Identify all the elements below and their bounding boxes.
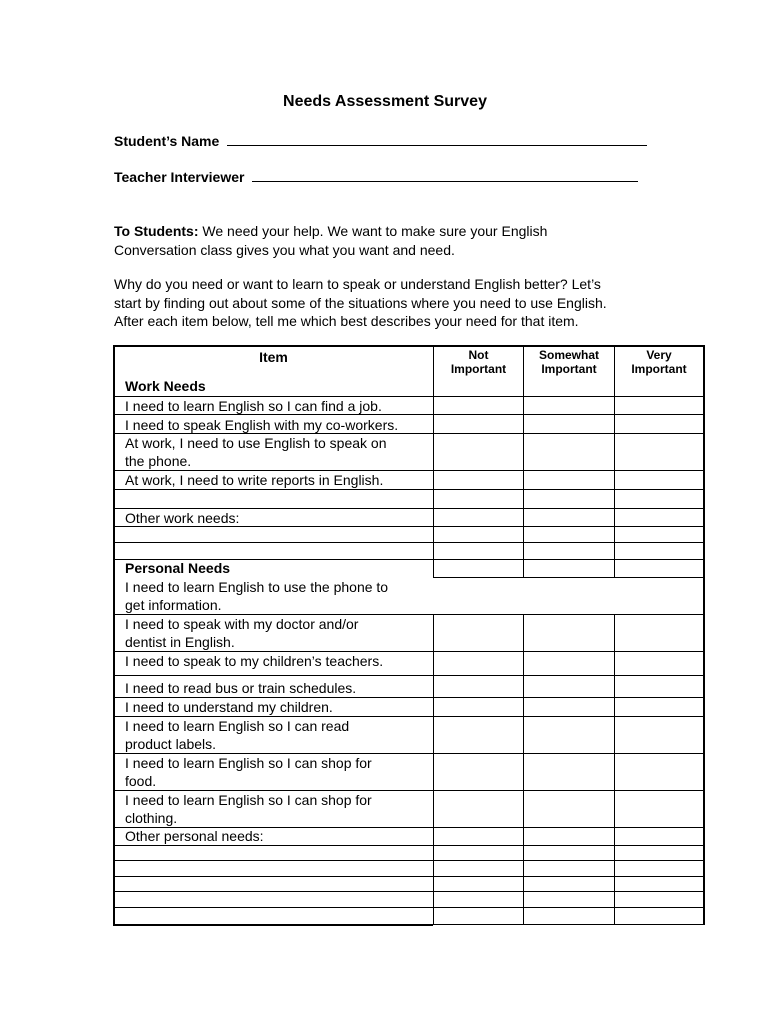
personal-item: dentist in English.: [125, 634, 235, 650]
table-left-border: [113, 345, 115, 925]
header-line: Very: [646, 348, 672, 362]
work-item: At work, I need to use English to speak on: [125, 435, 387, 451]
section-work-needs: Work Needs: [125, 378, 206, 394]
row-divider: [433, 577, 704, 578]
work-item: I need to speak English with my co-workers.: [125, 417, 399, 433]
header-line: Important: [541, 362, 597, 376]
work-item: the phone.: [125, 453, 192, 469]
instructions-line: Why do you need or want to learn to speak or understand English better? Let’s: [114, 276, 601, 292]
row-divider: [113, 860, 704, 861]
personal-item: I need to learn English so I can shop for: [125, 792, 372, 808]
header-line: Somewhat: [538, 348, 599, 362]
intro-line1: We need your help. We want to make sure your English: [198, 223, 548, 239]
personal-item: I need to speak to my children’s teachers.: [125, 653, 384, 669]
header-not-important: [434, 348, 523, 376]
work-item: I need to learn English so I can find a job.: [125, 398, 382, 414]
column-separator: [523, 345, 524, 578]
column-separator: [523, 614, 524, 924]
personal-item: Other personal needs:: [125, 828, 264, 844]
row-divider: [113, 489, 704, 490]
intro-bold: To Students:: [114, 223, 199, 239]
teacher-interviewer-field: [114, 169, 638, 185]
teacher-interviewer-blank[interactable]: [252, 169, 638, 182]
header-very-important: [615, 348, 703, 376]
row-divider: [433, 924, 704, 925]
personal-item: I need to understand my children.: [125, 699, 333, 715]
row-divider: [113, 675, 704, 676]
work-item: Other work needs:: [125, 510, 240, 526]
table-bottom-border: [113, 924, 433, 926]
teacher-interviewer-label: Teacher Interviewer: [114, 169, 245, 185]
instructions-paragraph: [114, 275, 674, 331]
column-separator: [433, 345, 434, 578]
personal-item: I need to speak with my doctor and/or: [125, 616, 359, 632]
column-separator: [433, 614, 434, 924]
row-divider: [113, 891, 704, 892]
row-divider: [113, 907, 704, 908]
personal-item: I need to learn English so I can read: [125, 718, 350, 734]
row-divider: [113, 542, 704, 543]
header-item: Item: [259, 349, 288, 365]
instructions-line: After each item below, tell me which best describes your need for that item.: [114, 313, 579, 329]
table-top-border: [113, 345, 704, 347]
personal-item: food.: [125, 773, 157, 789]
table-right-border: [703, 345, 705, 925]
personal-item: I need to learn English to use the phone to: [125, 579, 389, 595]
personal-item: I need to read bus or train schedules.: [125, 680, 357, 696]
row-divider: [113, 845, 704, 846]
section-personal-needs: Personal Needs: [125, 560, 231, 576]
column-separator: [614, 614, 615, 924]
student-name-label: Student’s Name: [114, 133, 220, 149]
intro-paragraph: [114, 222, 674, 259]
personal-item: get information.: [125, 597, 222, 613]
personal-item: clothing.: [125, 810, 178, 826]
personal-item: product labels.: [125, 736, 217, 752]
column-separator: [614, 345, 615, 578]
work-item: At work, I need to write reports in English.: [125, 472, 384, 488]
student-name-field: [114, 133, 647, 149]
header-somewhat-important: [524, 348, 614, 376]
student-name-blank[interactable]: [227, 133, 647, 146]
row-divider: [113, 876, 704, 877]
header-line: Important: [450, 362, 507, 376]
personal-item: I need to learn English so I can shop for: [125, 755, 372, 771]
page-title: Needs Assessment Survey: [283, 93, 487, 110]
header-line: Important: [631, 362, 687, 376]
header-line: Not: [468, 348, 489, 362]
instructions-line: start by finding out about some of the situations where you need to use English.: [114, 294, 607, 311]
intro-line2: Conversation class gives you what you want and need.: [114, 241, 455, 258]
